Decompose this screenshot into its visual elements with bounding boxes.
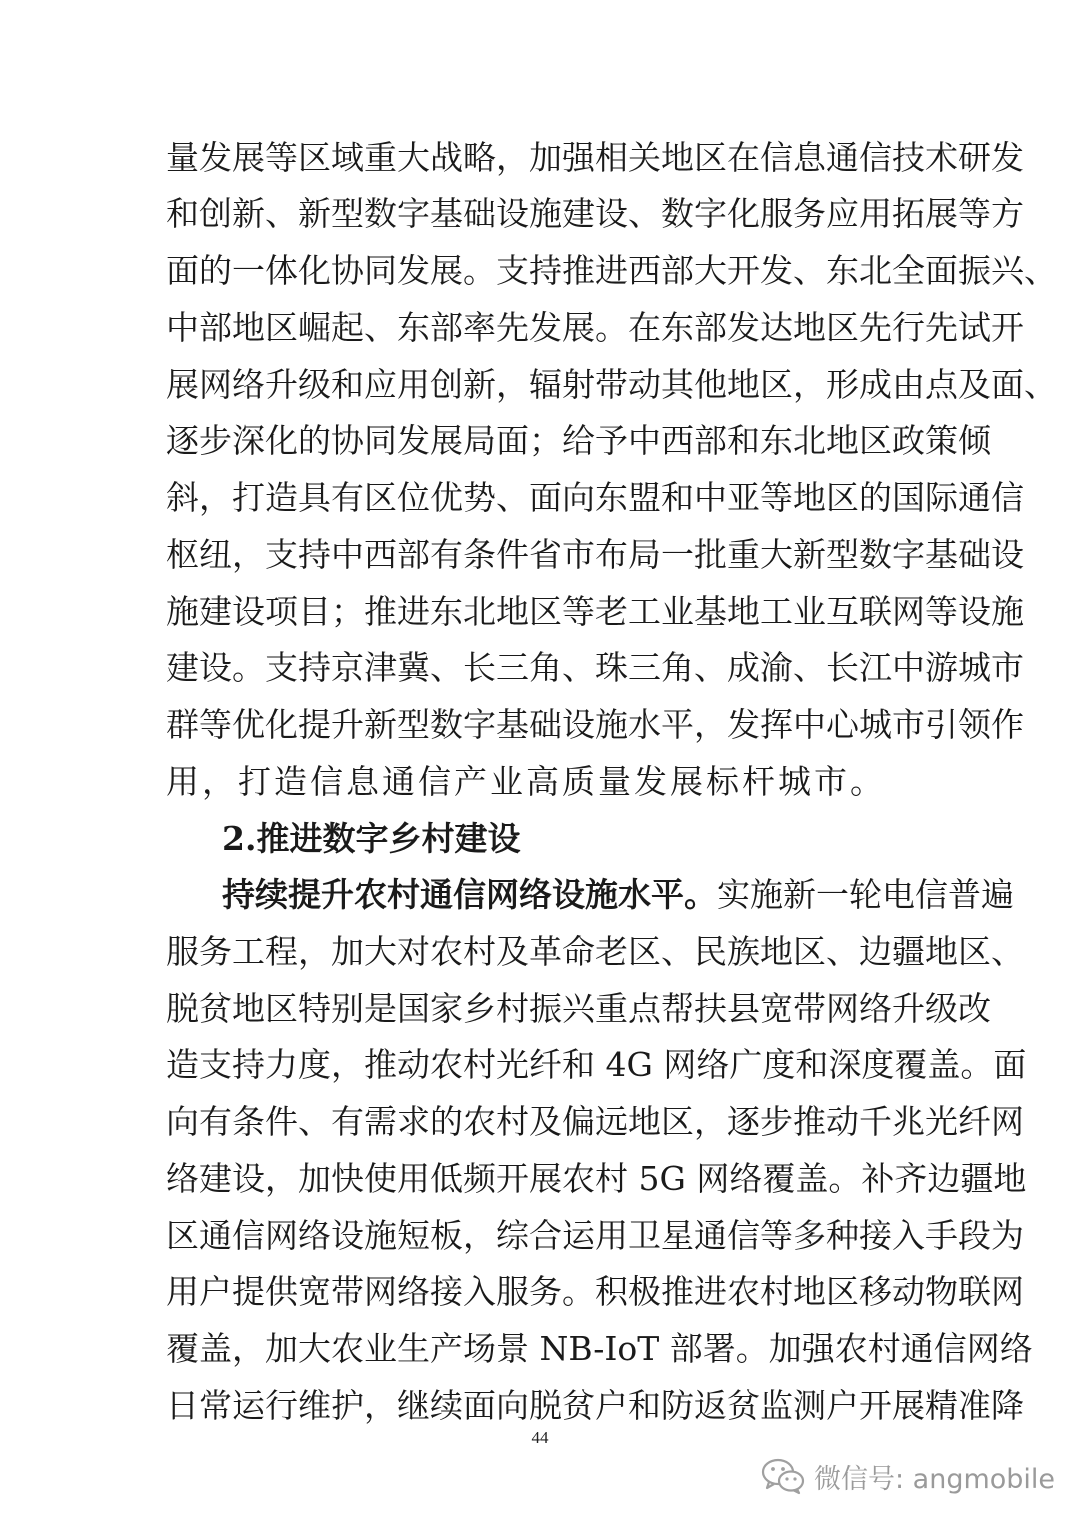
paragraph-line: 展网络升级和应用创新，辐射带动其他地区，形成由点及面、	[166, 365, 1057, 404]
paragraph-line: 斜，打造具有区位优势、面向东盟和中亚等地区的国际通信	[166, 478, 1024, 517]
paragraph-line: 施建设项目；推进东北地区等老工业基地工业互联网等设施	[166, 592, 1024, 631]
watermark-text: 微信号: angmobile	[814, 1463, 1056, 1495]
paragraph-line: 建设。支持京津冀、长三角、珠三角、成渝、长江中游城市	[166, 648, 1024, 687]
paragraph-line: 枢纽，支持中西部有条件省市布局一批重大新型数字基础设	[166, 535, 1024, 574]
wechat-icon	[760, 1457, 806, 1495]
paragraph-line: 日常运行维护，继续面向脱贫户和防返贫监测户开展精准降	[166, 1386, 1024, 1425]
paragraph-line: 用，打造信息通信产业高质量发展标杆城市。	[166, 762, 886, 801]
section-heading: 2.推进数字乡村建设	[222, 819, 521, 858]
paragraph-line: 中部地区崛起、东部率先发展。在东部发达地区先行先试开	[166, 308, 1024, 347]
page-number: 44	[531, 1428, 549, 1447]
section-lead-line	[222, 867, 1014, 923]
paragraph-line: 面的一体化协同发展。支持推进西部大开发、东北全面振兴、	[166, 251, 1057, 290]
paragraph-line: 逐步深化的协同发展局面；给予中西部和东北地区政策倾	[166, 421, 991, 460]
paragraph-line: 用户提供宽带网络接入服务。积极推进农村地区移动物联网	[166, 1272, 1024, 1311]
section-lead-bold: 持续提升农村通信网络设施水平。	[222, 875, 717, 914]
section-lead-rest: 实施新一轮电信普遍	[717, 875, 1014, 914]
paragraph-line: 区通信网络设施短板，综合运用卫星通信等多种接入手段为	[166, 1216, 1024, 1255]
paragraph-line: 络建设，加快使用低频开展农村 5G 网络覆盖。补齐边疆地	[166, 1159, 1027, 1198]
paragraph-line: 量发展等区域重大战略，加强相关地区在信息通信技术研发	[166, 138, 1024, 177]
paragraph-line: 服务工程，加大对农村及革命老区、民族地区、边疆地区、	[166, 932, 1024, 971]
paragraph-line: 群等优化提升新型数字基础设施水平，发挥中心城市引领作	[166, 705, 1024, 744]
paragraph-line: 脱贫地区特别是国家乡村振兴重点帮扶县宽带网络升级改	[166, 989, 991, 1028]
paragraph-line: 覆盖，加大农业生产场景 NB-IoT 部署。加强农村通信网络	[166, 1329, 1033, 1368]
paragraph-line: 向有条件、有需求的农村及偏远地区，逐步推动千兆光纤网	[166, 1102, 1024, 1141]
paragraph-line: 造支持力度，推动农村光纤和 4G 网络广度和深度覆盖。面	[166, 1045, 1027, 1084]
wechat-watermark	[760, 1454, 1055, 1498]
paragraph-line: 和创新、新型数字基础设施建设、数字化服务应用拓展等方	[166, 194, 1024, 233]
